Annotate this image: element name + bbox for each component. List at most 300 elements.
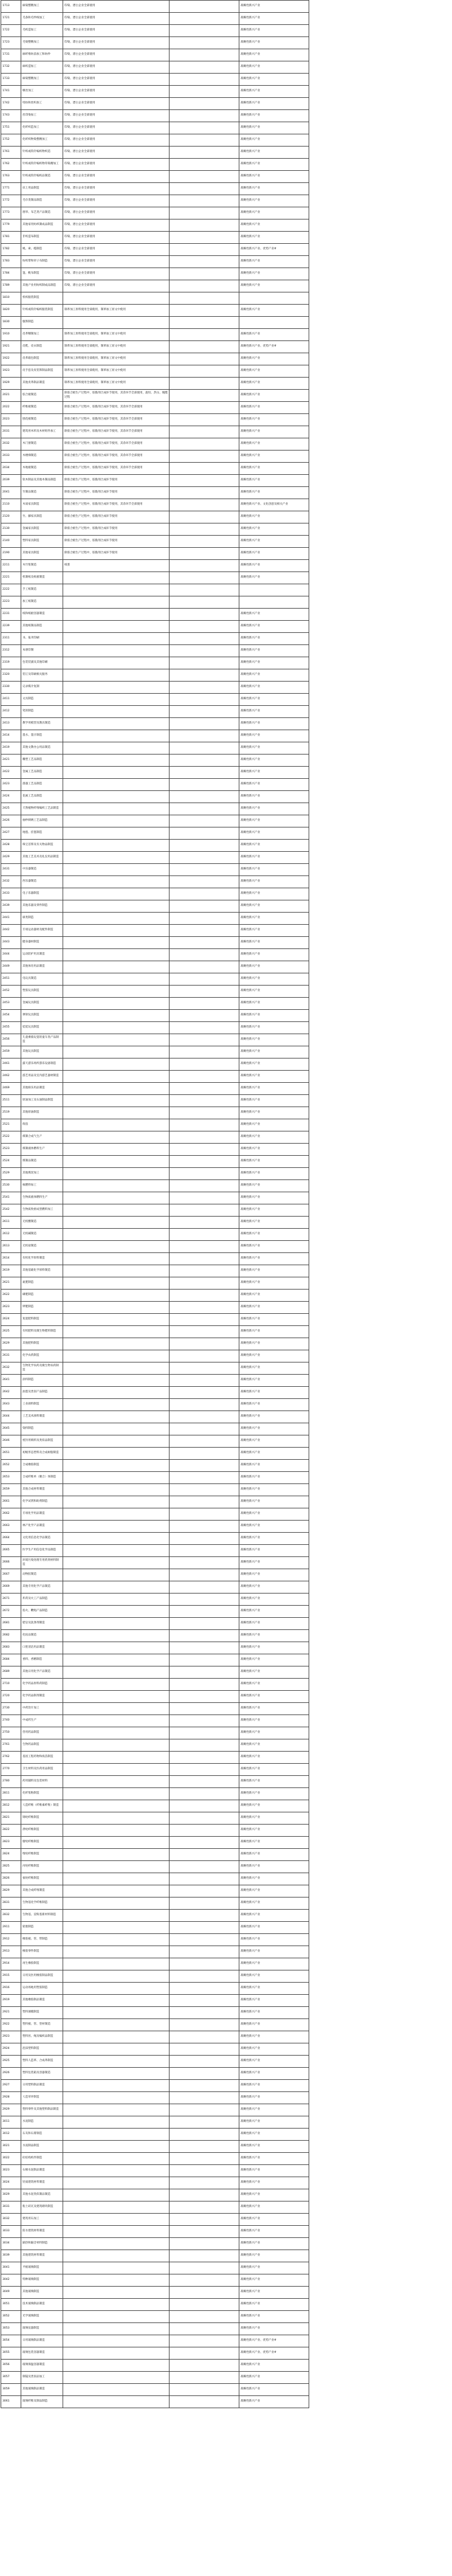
row-spacer	[309, 730, 452, 742]
row-code: 2023	[1, 414, 21, 426]
row-category: 战略性新兴产业	[239, 1764, 309, 1776]
row-spacer	[309, 1131, 452, 1144]
row-note	[170, 767, 239, 779]
row-category: 战略性新兴产业	[239, 2116, 309, 2129]
table-row	[1, 1095, 452, 1107]
row-description	[63, 1326, 170, 1338]
row-code: 2441	[1, 913, 21, 925]
row-spacer	[309, 1107, 452, 1119]
row-name: 光学玻璃制造	[21, 2311, 63, 2323]
table-row	[1, 1885, 452, 1897]
row-description: 纸浆	[63, 560, 170, 572]
row-code: 2631	[1, 1350, 21, 1362]
table-row	[1, 742, 452, 754]
row-category: 战略性新兴产业	[239, 925, 309, 937]
row-description	[63, 1800, 170, 1812]
row-spacer	[309, 2104, 452, 2116]
table-row	[1, 2335, 452, 2347]
row-description: 除胶合板生产过程中，胶黏剂合成环节使用，其余环节全部使用	[63, 402, 170, 414]
row-note	[170, 1241, 239, 1253]
row-name: 文化用信息化学品制造	[21, 1533, 63, 1545]
row-category: 战略性新兴产业	[239, 511, 309, 523]
row-name: 人造纤维（纤维素纤维）制造	[21, 1800, 63, 1812]
row-category: 战略性新兴产业	[239, 1922, 309, 1934]
row-code: 2426	[1, 815, 21, 827]
row-category: 战略性新兴产业	[239, 1180, 309, 1192]
row-name: 漆器工艺品制造	[21, 779, 63, 791]
row-category: 战略性新兴产业	[239, 1144, 309, 1156]
row-spacer	[309, 1010, 452, 1022]
row-category: 战略性新兴产业	[239, 1362, 309, 1375]
row-code: 2511	[1, 1095, 21, 1107]
table-row	[1, 876, 452, 888]
table-row	[1, 1034, 452, 1046]
table-row	[1, 1739, 452, 1752]
row-spacer	[309, 1642, 452, 1654]
row-category: 战略性新兴产业	[239, 2360, 309, 2372]
row-description	[63, 754, 170, 767]
row-note	[170, 1423, 239, 1435]
row-category: 战略性新兴产业	[239, 1873, 309, 1885]
row-spacer	[309, 2141, 452, 2153]
row-code: 2442	[1, 925, 21, 937]
row-spacer	[309, 1691, 452, 1703]
row-category: 战略性新兴产业	[239, 2080, 309, 2092]
row-spacer	[309, 1472, 452, 1484]
row-description	[63, 888, 170, 900]
row-category: 战略性新兴产业	[239, 2214, 309, 2226]
row-code: 3042	[1, 2274, 21, 2287]
row-code: 3061	[1, 2396, 21, 2408]
row-category: 战略性新兴产业	[239, 2068, 309, 2080]
row-category: 战略性新兴产业	[239, 1156, 309, 1168]
row-code: 2312	[1, 645, 21, 657]
row-spacer	[309, 876, 452, 888]
row-note	[170, 1253, 239, 1265]
row-name: 磷肥制造	[21, 1290, 63, 1302]
row-name: 工艺美术颜料制造	[21, 1411, 63, 1423]
row-name: 笔的制造	[21, 706, 63, 718]
row-note	[170, 305, 239, 317]
row-description	[63, 1569, 170, 1581]
row-category: 战略性新兴产业	[239, 1034, 309, 1046]
row-code: 2672	[1, 1606, 21, 1618]
row-code: 2033	[1, 451, 21, 463]
row-note	[170, 2153, 239, 2165]
row-note	[170, 487, 239, 499]
row-category: 战略性新兴产业	[239, 13, 309, 25]
row-note	[170, 1095, 239, 1107]
row-category: 战略性新兴产业	[239, 657, 309, 669]
row-name: 皮革鞣制加工	[21, 329, 63, 341]
row-category: 战略性新兴产业	[239, 1934, 309, 1946]
row-description: 除胶合板生产过程中，胶黏剂合成环节使用	[63, 523, 170, 536]
row-spacer	[309, 1277, 452, 1290]
row-code: 1772	[1, 195, 21, 207]
table-row	[1, 1, 452, 13]
row-code: 2432	[1, 876, 21, 888]
row-code: 1751	[1, 122, 21, 134]
row-category: 战略性新兴产业	[239, 86, 309, 98]
table-row	[1, 596, 452, 609]
row-category: 战略性新兴产业	[239, 1204, 309, 1217]
row-category: 战略性新兴产业	[239, 49, 309, 61]
row-note	[170, 645, 239, 657]
table-row	[1, 1119, 452, 1131]
row-description	[63, 1703, 170, 1715]
row-code: 2912	[1, 1934, 21, 1946]
row-category: 战略性新兴产业	[239, 1618, 309, 1630]
row-name: 书、报刊印刷	[21, 633, 63, 645]
row-category: 战略性新兴产业	[239, 61, 309, 74]
row-spacer	[309, 353, 452, 365]
row-description	[63, 1837, 170, 1849]
row-category: 战略性新兴产业	[239, 1119, 309, 1131]
table-row	[1, 2019, 452, 2031]
row-name: 合成橡胶制造	[21, 1460, 63, 1472]
row-note	[170, 268, 239, 280]
row-code: 2831	[1, 1897, 21, 1910]
row-code: 2681	[1, 1618, 21, 1630]
row-note	[170, 74, 239, 86]
table-row	[1, 61, 452, 74]
row-spacer	[309, 682, 452, 694]
row-description: 印染、漂白企业全部使用	[63, 49, 170, 61]
row-note	[170, 536, 239, 548]
row-description	[63, 937, 170, 949]
row-spacer	[309, 1058, 452, 1071]
row-category: 战略性新兴产业	[239, 232, 309, 244]
row-description	[63, 1654, 170, 1666]
table-row	[1, 1630, 452, 1642]
row-category: 战略性新兴产业	[239, 195, 309, 207]
table-row	[1, 1618, 452, 1630]
row-name: 密封用填料及类似品制造	[21, 1435, 63, 1448]
row-code: 2439	[1, 900, 21, 913]
row-description	[63, 767, 170, 779]
row-category: 战略性新兴产业	[239, 438, 309, 451]
row-note	[170, 1131, 239, 1144]
row-spacer	[309, 1922, 452, 1934]
row-code: 1922	[1, 353, 21, 365]
row-note	[170, 98, 239, 110]
row-note	[170, 1764, 239, 1776]
row-spacer	[309, 718, 452, 730]
row-spacer	[309, 973, 452, 986]
row-category: 战略性新兴产业	[239, 888, 309, 900]
row-code: 2444	[1, 949, 21, 961]
row-code: 2761	[1, 1739, 21, 1752]
row-note	[170, 1983, 239, 1995]
row-name: 煤制品制造	[21, 1156, 63, 1168]
row-name: 电子乐器制造	[21, 888, 63, 900]
row-spacer	[309, 2068, 452, 2080]
row-note	[170, 1521, 239, 1533]
row-note	[170, 1800, 239, 1812]
row-description	[63, 925, 170, 937]
table-row	[1, 134, 452, 147]
row-note	[170, 2141, 239, 2153]
row-description: 印染、漂白企业全部使用	[63, 110, 170, 122]
row-note	[170, 2092, 239, 2104]
row-note	[170, 1885, 239, 1897]
row-note	[170, 1508, 239, 1521]
row-note	[170, 1849, 239, 1861]
row-code: 2613	[1, 1241, 21, 1253]
row-note	[170, 2068, 239, 2080]
row-category: 战略性新兴产业	[239, 937, 309, 949]
row-name: 机制纸及纸板制造	[21, 572, 63, 584]
table-row	[1, 2214, 452, 2226]
row-spacer	[309, 548, 452, 560]
row-description	[63, 1521, 170, 1533]
table-row	[1, 584, 452, 596]
row-code: 2666	[1, 1557, 21, 1569]
row-category: 战略性新兴产业	[239, 572, 309, 584]
row-category: 战略性新兴产业	[239, 37, 309, 49]
row-code: 2231	[1, 609, 21, 621]
row-note	[170, 1752, 239, 1764]
row-name: 合成纤维单（聚合）体制造	[21, 1472, 63, 1484]
row-note	[170, 49, 239, 61]
row-note	[170, 2080, 239, 2092]
row-category: 战略性新兴产业	[239, 682, 309, 694]
row-category: 战略性新兴产业	[239, 1010, 309, 1022]
row-category: 战略性新兴产业	[239, 1849, 309, 1861]
row-category: 战略性新兴产业	[239, 2262, 309, 2274]
row-code: 2431	[1, 864, 21, 876]
row-spacer	[309, 523, 452, 536]
row-category: 战略性新兴产业	[239, 1399, 309, 1411]
row-name: 生物质液体燃料生产	[21, 1192, 63, 1204]
row-spacer	[309, 1362, 452, 1375]
row-description	[63, 1897, 170, 1910]
row-code: 1820	[1, 305, 21, 317]
table-row	[1, 1131, 452, 1144]
row-name: 竹制品制造	[21, 487, 63, 499]
row-code: 1732	[1, 61, 21, 74]
row-code: 2462	[1, 1071, 21, 1083]
row-code: 2641	[1, 1375, 21, 1387]
row-category: 战略性新兴产业	[239, 1338, 309, 1350]
row-code: 2412	[1, 706, 21, 718]
row-code: 2120	[1, 511, 21, 523]
row-name: 核燃料加工	[21, 1180, 63, 1192]
row-code: 2519	[1, 1107, 21, 1119]
row-code: 2750	[1, 1727, 21, 1739]
row-note	[170, 1022, 239, 1034]
row-spacer	[309, 2335, 452, 2347]
row-description: 制革加工原料使用全部使用，制革加工原文中使用	[63, 378, 170, 390]
row-name: 塑料包装箱及容器制造	[21, 2068, 63, 2080]
row-code: 2829	[1, 1885, 21, 1897]
row-description: 印染、漂白企业全部使用	[63, 207, 170, 219]
row-spacer	[309, 754, 452, 767]
row-note	[170, 1484, 239, 1496]
row-note	[170, 1533, 239, 1545]
row-spacer	[309, 451, 452, 463]
row-note	[170, 949, 239, 961]
row-description	[63, 2116, 170, 2129]
table-row	[1, 365, 452, 378]
row-category: 战略性新兴产业	[239, 1666, 309, 1679]
row-code: 2032	[1, 438, 21, 451]
table-row	[1, 572, 452, 584]
row-spacer	[309, 1533, 452, 1545]
row-note	[170, 840, 239, 852]
row-spacer	[309, 1314, 452, 1326]
row-name: 胶合板制造	[21, 390, 63, 402]
row-spacer	[309, 1411, 452, 1423]
table-row	[1, 2165, 452, 2177]
row-description	[63, 791, 170, 803]
row-code: 1761	[1, 147, 21, 159]
row-spacer	[309, 2129, 452, 2141]
table-row	[1, 1837, 452, 1849]
row-note	[170, 803, 239, 815]
row-note	[170, 256, 239, 268]
row-name: 电玩具制造	[21, 973, 63, 986]
row-description	[63, 742, 170, 754]
row-spacer	[309, 536, 452, 548]
row-spacer	[309, 2250, 452, 2262]
row-spacer	[309, 633, 452, 645]
row-note	[170, 1229, 239, 1241]
row-description	[63, 986, 170, 998]
row-name: 麻染整精加工	[21, 1, 63, 13]
row-name: 化纤织造加工	[21, 122, 63, 134]
row-spacer	[309, 1837, 452, 1849]
row-spacer	[309, 584, 452, 596]
row-spacer	[309, 1034, 452, 1046]
table-row	[1, 353, 452, 365]
row-name: 原油加工及石油制品制造	[21, 1095, 63, 1107]
row-spacer	[309, 74, 452, 86]
row-description	[63, 1788, 170, 1800]
row-name: 针织或钩针编织服装制造	[21, 305, 63, 317]
row-note	[170, 244, 239, 256]
row-category: 战略性新兴产业	[239, 1691, 309, 1703]
row-name: 其他文教办公用品制造	[21, 742, 63, 754]
row-category	[239, 317, 309, 329]
row-name: 塑料薄膜制造	[21, 2007, 63, 2019]
row-note	[170, 195, 239, 207]
table-row	[1, 1204, 452, 1217]
row-description: 除胶合板生产过程中，胶黏剂合成环节使用，其余环节全部使用	[63, 414, 170, 426]
row-spacer	[309, 1557, 452, 1569]
row-description: 除胶合板生产过程中，胶黏剂合成环节使用，其余环节全部使用	[63, 451, 170, 463]
row-code: 2041	[1, 487, 21, 499]
row-code: 2915	[1, 1970, 21, 1983]
row-note	[170, 171, 239, 183]
table-row	[1, 961, 452, 973]
row-code: 2452	[1, 986, 21, 998]
row-code: 3029	[1, 2189, 21, 2201]
row-description	[63, 1314, 170, 1326]
row-note	[170, 37, 239, 49]
row-note	[170, 1837, 239, 1849]
row-name: 服饰制造	[21, 317, 63, 329]
row-code: 2632	[1, 1362, 21, 1375]
row-code: 2684	[1, 1654, 21, 1666]
row-spacer	[309, 207, 452, 219]
row-note	[170, 694, 239, 706]
row-spacer	[309, 511, 452, 523]
row-code: 2926	[1, 2068, 21, 2080]
row-category: 战略性新兴产业	[239, 2238, 309, 2250]
table-row	[1, 1666, 452, 1679]
row-category: 战略性新兴产业	[239, 1970, 309, 1983]
table-row	[1, 767, 452, 779]
row-spacer	[309, 2323, 452, 2335]
row-code: 3021	[1, 2141, 21, 2153]
row-description	[63, 633, 170, 645]
table-row	[1, 900, 452, 913]
row-name: 化学试剂和助剂制造	[21, 1496, 63, 1508]
row-spacer	[309, 706, 452, 718]
row-description	[63, 2347, 170, 2360]
row-category: 战略性新兴产业	[239, 1983, 309, 1995]
row-description	[63, 1362, 170, 1375]
table-row	[1, 2384, 452, 2396]
table-row	[1, 1362, 452, 1375]
table-row	[1, 13, 452, 25]
row-note	[170, 2274, 239, 2287]
row-spacer	[309, 791, 452, 803]
table-row	[1, 633, 452, 645]
row-spacer	[309, 1496, 452, 1508]
table-row	[1, 694, 452, 706]
row-spacer	[309, 1910, 452, 1922]
row-category: 战略性新兴产业	[239, 961, 309, 973]
row-description	[63, 1204, 170, 1217]
row-spacer	[309, 1253, 452, 1265]
row-category: 战略性新兴产业	[239, 134, 309, 147]
row-name: 麻纤维纺前加工和纺纱	[21, 49, 63, 61]
row-code: 2922	[1, 2019, 21, 2031]
row-spacer	[309, 365, 452, 378]
row-category: 战略性新兴产业	[239, 353, 309, 365]
table-row	[1, 1533, 452, 1545]
row-note	[170, 2177, 239, 2189]
row-description	[63, 2201, 170, 2214]
row-description	[63, 1995, 170, 2007]
table-row	[1, 1545, 452, 1557]
row-spacer	[309, 2396, 452, 2408]
row-category: 战略性新兴产业	[239, 329, 309, 341]
row-name: 麻织造加工	[21, 61, 63, 74]
row-note	[170, 1290, 239, 1302]
row-name: 木门窗制造	[21, 438, 63, 451]
row-code: 2643	[1, 1399, 21, 1411]
row-note	[170, 317, 239, 329]
row-code: 2671	[1, 1594, 21, 1606]
row-code: 2330	[1, 682, 21, 694]
row-spacer	[309, 1399, 452, 1411]
row-category: 战略性新兴产业	[239, 973, 309, 986]
row-code: 2523	[1, 1144, 21, 1156]
row-code: 3041	[1, 2262, 21, 2274]
row-code: 1741	[1, 86, 21, 98]
row-spacer	[309, 25, 452, 37]
row-category: 战略性新兴产业	[239, 280, 309, 292]
row-description	[63, 1666, 170, 1679]
table-row	[1, 779, 452, 791]
row-name: 煤制合成气生产	[21, 1131, 63, 1144]
row-name: 肥皂及洗涤剂制造	[21, 1618, 63, 1630]
row-note	[170, 2311, 239, 2323]
row-description	[63, 1484, 170, 1496]
